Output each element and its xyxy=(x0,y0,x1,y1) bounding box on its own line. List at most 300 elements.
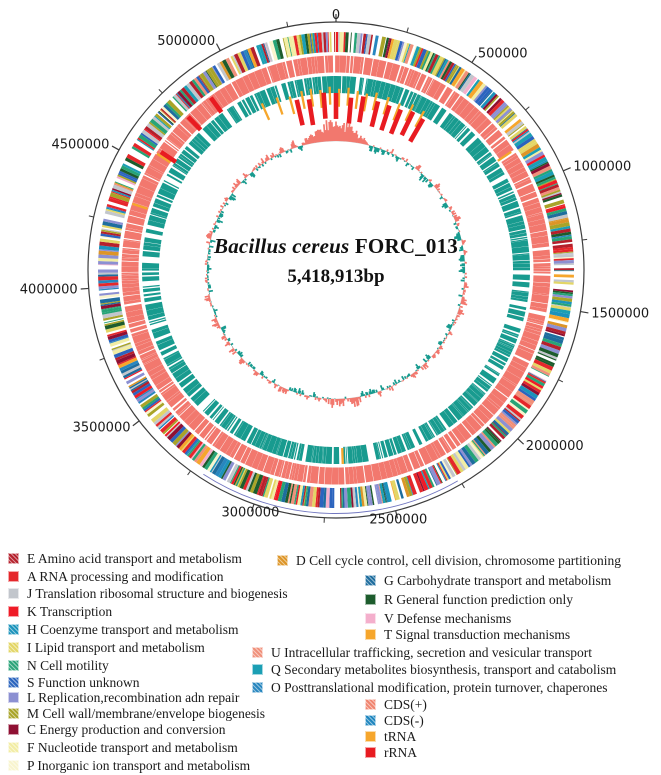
cog-segment xyxy=(541,367,542,370)
cog-segment xyxy=(287,493,290,494)
gc-bar xyxy=(458,295,462,296)
cog-segment xyxy=(167,424,169,427)
cog-segment xyxy=(202,84,204,85)
cog-segment xyxy=(205,457,208,459)
legend-item xyxy=(252,645,592,660)
legend-label: H Coenzyme transport and metabolism xyxy=(27,621,239,637)
cog-segment xyxy=(222,71,225,72)
cds-forward-segment xyxy=(186,125,190,129)
cog-segment xyxy=(483,443,485,445)
cog-segment xyxy=(188,444,190,446)
cds-reverse-segment xyxy=(255,437,258,438)
legend-label: S Function unknown xyxy=(27,674,140,690)
cog-segment xyxy=(173,109,175,111)
cog-segment xyxy=(124,355,125,357)
cds-forward-segment xyxy=(391,467,396,468)
cds-reverse-segment xyxy=(486,374,489,379)
legend-item xyxy=(8,706,265,721)
cds-reverse-segment xyxy=(152,297,153,301)
cds-reverse-segment xyxy=(233,113,237,115)
cds-reverse-segment xyxy=(182,163,184,167)
gc-bar xyxy=(426,180,429,182)
gc-bar xyxy=(393,382,394,385)
cog-segment xyxy=(153,132,155,134)
gc-bar xyxy=(235,349,237,350)
cds-reverse-segment xyxy=(307,453,312,454)
cds-reverse-segment xyxy=(517,306,518,309)
cds-reverse-segment xyxy=(165,342,167,347)
tick-label: 500000 xyxy=(477,46,528,62)
cog-segment xyxy=(546,180,547,182)
cog-segment xyxy=(119,340,120,343)
cds-reverse-segment xyxy=(200,142,202,144)
cog-segment xyxy=(251,482,253,483)
cds-forward-segment xyxy=(467,426,471,429)
gc-bar xyxy=(440,197,443,199)
cds-reverse-segment xyxy=(405,442,407,443)
gc-bar xyxy=(271,158,272,159)
cds-forward-segment xyxy=(407,77,409,78)
cog-segment xyxy=(538,165,539,166)
legend-label: N Cell motility xyxy=(27,657,109,673)
cog-segment xyxy=(510,415,512,417)
cds-reverse-segment xyxy=(445,120,448,123)
gc-bar xyxy=(269,380,270,381)
cds-reverse-segment xyxy=(515,223,516,226)
cds-forward-segment xyxy=(537,225,538,231)
cds-reverse-segment xyxy=(434,426,437,428)
legend-label: U Intracellular trafficking, secretion and vesicular transport xyxy=(271,644,592,660)
cds-reverse-segment xyxy=(483,157,485,159)
cog-segment xyxy=(404,53,406,54)
cog-segment xyxy=(249,481,251,482)
minor-tick xyxy=(525,107,529,110)
cds-reverse-segment xyxy=(449,415,452,418)
gc-bar xyxy=(213,230,215,231)
cds-reverse-segment xyxy=(186,379,189,383)
gc-bar xyxy=(291,149,292,152)
gc-bar xyxy=(209,246,213,247)
cds-forward-segment xyxy=(207,109,208,110)
cds-reverse-segment xyxy=(259,100,262,101)
major-tick xyxy=(518,439,524,444)
cds-forward-segment xyxy=(453,438,456,440)
cog-segment xyxy=(499,111,501,113)
cog-segment xyxy=(118,201,119,204)
cog-segment xyxy=(558,217,559,220)
tick-label: 4000000 xyxy=(19,282,78,298)
cds-forward-segment xyxy=(525,348,526,351)
cog-segment xyxy=(259,54,261,55)
gc-bar xyxy=(275,384,276,386)
gc-bar xyxy=(407,376,408,377)
cog-segment xyxy=(433,475,436,477)
cog-segment xyxy=(267,487,271,488)
cds-forward-segment xyxy=(364,66,371,67)
legend-swatch xyxy=(8,660,19,671)
cds-forward-segment xyxy=(391,72,398,74)
legend-swatch xyxy=(8,642,19,653)
gc-bar xyxy=(276,154,277,155)
cog-segment xyxy=(143,391,145,393)
cog-segment xyxy=(234,474,235,475)
cog-segment xyxy=(195,449,197,451)
gc-bar xyxy=(396,384,397,385)
cds-forward-segment xyxy=(255,459,260,461)
cog-segment xyxy=(506,118,508,120)
cds-forward-segment xyxy=(481,124,485,128)
cds-reverse-segment xyxy=(504,346,505,349)
cds-reverse-segment xyxy=(495,363,497,366)
cds-reverse-segment xyxy=(403,97,407,98)
cog-segment xyxy=(163,419,165,421)
cds-forward-segment xyxy=(519,360,521,364)
cog-segment xyxy=(155,409,157,411)
cds-reverse-segment xyxy=(471,396,472,397)
cog-segment xyxy=(503,422,505,425)
cds-reverse-segment xyxy=(389,92,394,93)
cds-forward-segment xyxy=(456,102,459,104)
cds-forward-segment xyxy=(528,195,530,200)
cog-segment xyxy=(452,464,455,466)
gc-bar xyxy=(452,320,454,321)
cog-segment xyxy=(463,81,464,82)
cog-segment xyxy=(179,436,182,439)
cds-forward-segment xyxy=(464,109,469,113)
cds-reverse-segment xyxy=(502,351,503,353)
cds-forward-segment xyxy=(311,474,318,475)
cds-reverse-segment xyxy=(466,401,467,402)
gc-bar xyxy=(248,365,249,366)
cds-forward-segment xyxy=(443,94,448,97)
cds-reverse-segment xyxy=(266,442,270,443)
tick-label: 3000000 xyxy=(221,505,280,521)
cog-segment xyxy=(548,351,549,354)
legend-swatch xyxy=(8,742,19,753)
cds-forward-segment xyxy=(169,390,173,395)
cds-reverse-segment xyxy=(223,120,227,123)
cds-forward-segment xyxy=(532,330,533,333)
cog-segment xyxy=(520,135,521,136)
cds-forward-segment xyxy=(431,87,437,90)
legend-swatch xyxy=(365,629,376,640)
cds-reverse-segment xyxy=(516,226,517,230)
gc-bar xyxy=(313,392,314,397)
legend-item xyxy=(365,745,417,760)
cog-segment xyxy=(514,410,516,413)
cds-forward-segment xyxy=(133,305,134,310)
cog-segment xyxy=(200,86,202,88)
cog-segment xyxy=(237,64,238,65)
cds-reverse-segment xyxy=(472,393,475,396)
cds-reverse-segment xyxy=(280,447,285,449)
cds-reverse-segment xyxy=(491,168,493,171)
cds-reverse-segment xyxy=(283,91,287,92)
cds-forward-segment xyxy=(186,411,190,416)
cds-reverse-segment xyxy=(232,424,233,425)
cog-segment xyxy=(448,467,451,469)
cds-forward-segment xyxy=(149,356,150,357)
tick-label: 1000000 xyxy=(573,159,632,175)
cds-reverse-segment xyxy=(168,349,170,352)
cog-segment xyxy=(122,188,123,191)
cog-segment xyxy=(465,82,468,84)
cds-forward-segment xyxy=(278,71,284,73)
cds-forward-segment xyxy=(378,68,385,70)
cds-forward-segment xyxy=(429,86,430,87)
cds-forward-segment xyxy=(152,176,153,178)
cds-reverse-segment xyxy=(514,218,516,223)
cog-segment xyxy=(535,379,536,381)
cog-segment xyxy=(227,470,230,472)
cog-segment xyxy=(195,89,197,91)
cds-reverse-segment xyxy=(157,217,158,222)
cog-segment xyxy=(183,439,185,441)
cog-segment xyxy=(268,52,270,53)
cog-segment xyxy=(533,384,534,386)
major-tick xyxy=(133,421,139,426)
cog-segment xyxy=(144,393,145,394)
cds-forward-segment xyxy=(511,162,514,166)
cog-segment xyxy=(386,492,390,493)
cds-reverse-segment xyxy=(215,411,217,413)
cds-forward-segment xyxy=(372,67,377,68)
major-tick xyxy=(81,288,89,289)
cog-segment xyxy=(493,105,495,107)
major-tick xyxy=(112,146,119,150)
cog-segment xyxy=(226,470,227,471)
cds-forward-segment xyxy=(230,446,234,448)
cds-forward-segment xyxy=(143,341,144,344)
cds-forward-segment xyxy=(498,393,501,398)
cog-segment xyxy=(127,361,128,364)
cds-forward-segment xyxy=(425,84,427,85)
cog-segment xyxy=(177,433,179,435)
cds-forward-segment xyxy=(217,438,219,439)
cds-forward-segment xyxy=(380,470,385,471)
cds-forward-segment xyxy=(527,343,529,348)
cds-reverse-segment xyxy=(362,453,368,454)
cog-segment xyxy=(116,207,117,209)
cds-reverse-segment xyxy=(249,104,253,106)
gc-bar xyxy=(265,162,266,163)
cog-segment xyxy=(283,492,287,493)
cds-reverse-segment xyxy=(292,89,295,90)
cds-reverse-segment xyxy=(482,382,484,385)
cds-forward-segment xyxy=(163,381,166,385)
cog-segment xyxy=(139,385,140,386)
cog-segment xyxy=(238,63,241,65)
cds-reverse-segment xyxy=(438,115,442,118)
gc-bar xyxy=(272,381,273,382)
legend-item xyxy=(8,604,112,619)
cds-reverse-segment xyxy=(269,443,274,445)
cds-reverse-segment xyxy=(432,428,433,429)
gc-bar xyxy=(304,143,305,145)
cog-segment xyxy=(478,448,479,449)
cog-segment xyxy=(450,72,451,73)
cog-segment xyxy=(182,438,183,439)
cds-forward-segment xyxy=(489,133,491,135)
gc-bar xyxy=(218,218,220,219)
cog-segment xyxy=(133,374,134,375)
cog-segment xyxy=(115,327,116,330)
trna-mark xyxy=(290,97,295,114)
cds-forward-segment xyxy=(486,129,489,132)
gc-bar xyxy=(446,338,447,339)
rrna-mark xyxy=(324,93,326,119)
cds-reverse-segment xyxy=(188,155,190,158)
gc-bar xyxy=(457,223,460,224)
cog-segment xyxy=(191,446,192,447)
cds-reverse-segment xyxy=(210,406,214,409)
trna-mark xyxy=(342,448,343,464)
cog-segment xyxy=(140,151,141,153)
cds-forward-segment xyxy=(210,433,211,434)
legend-item xyxy=(365,697,427,712)
cog-segment xyxy=(138,384,139,385)
cog-segment xyxy=(557,213,558,216)
cds-reverse-segment xyxy=(448,122,450,123)
cds-reverse-segment xyxy=(197,393,200,396)
cds-forward-segment xyxy=(208,107,211,109)
gc-bar xyxy=(458,313,461,314)
cds-forward-segment xyxy=(534,324,535,327)
legend-label: E Amino acid transport and metabolism xyxy=(27,550,242,566)
gc-bar xyxy=(461,303,467,305)
cog-segment xyxy=(446,469,448,470)
cds-reverse-segment xyxy=(423,106,427,108)
cog-segment xyxy=(279,49,282,50)
cog-segment xyxy=(165,118,166,119)
cds-forward-segment xyxy=(484,410,488,414)
cog-segment xyxy=(523,399,524,400)
cds-forward-segment xyxy=(522,181,523,183)
cds-reverse-segment xyxy=(398,95,401,96)
legend-item xyxy=(8,551,242,566)
cds-forward-segment xyxy=(157,372,159,375)
cog-segment xyxy=(416,57,418,58)
cog-segment xyxy=(474,89,477,91)
cds-reverse-segment xyxy=(375,89,380,90)
cog-segment xyxy=(559,221,560,224)
cog-segment xyxy=(131,369,132,371)
cog-segment xyxy=(507,120,508,121)
cds-reverse-segment xyxy=(186,159,187,161)
cog-segment xyxy=(134,162,135,165)
cog-segment xyxy=(171,111,173,113)
cds-forward-segment xyxy=(229,91,235,94)
organism-name: Bacillus cereus xyxy=(214,234,350,258)
gc-bar xyxy=(449,330,450,331)
gc-bar xyxy=(412,167,414,170)
cds-reverse-segment xyxy=(220,123,224,126)
cds-forward-segment xyxy=(357,474,364,475)
cog-segment xyxy=(517,132,519,134)
cds-forward-segment xyxy=(437,91,441,94)
cog-segment xyxy=(241,61,244,62)
cds-forward-segment xyxy=(535,319,536,321)
cog-segment xyxy=(215,463,216,464)
cog-segment xyxy=(402,52,405,53)
cds-forward-segment xyxy=(437,447,442,450)
legend-swatch xyxy=(365,715,376,726)
cds-forward-segment xyxy=(271,72,278,74)
cog-segment xyxy=(185,441,187,443)
gc-bar xyxy=(264,376,265,377)
cds-forward-segment xyxy=(429,451,435,454)
cds-reverse-segment xyxy=(507,197,508,200)
cds-forward-segment xyxy=(399,464,405,466)
cds-forward-segment xyxy=(134,225,135,229)
cds-forward-segment xyxy=(219,97,224,100)
gc-bar xyxy=(403,380,404,381)
cds-forward-segment xyxy=(239,85,246,88)
cog-segment xyxy=(502,425,503,427)
gc-bar xyxy=(255,371,256,372)
legend-item xyxy=(365,611,511,626)
cog-segment xyxy=(174,107,177,110)
cog-segment xyxy=(137,381,138,382)
cds-reverse-segment xyxy=(414,102,417,104)
cog-segment xyxy=(113,221,114,223)
gc-bar xyxy=(452,323,453,324)
cds-reverse-segment xyxy=(168,186,171,191)
cds-forward-segment xyxy=(541,287,542,294)
legend-swatch xyxy=(277,555,288,566)
cog-segment xyxy=(524,142,526,145)
cds-forward-segment xyxy=(539,232,540,236)
cog-segment xyxy=(552,197,553,199)
legend-swatch xyxy=(252,664,263,675)
cog-segment xyxy=(117,334,118,337)
cds-forward-segment xyxy=(525,187,528,194)
cds-reverse-segment xyxy=(154,303,155,308)
cds-reverse-segment xyxy=(485,159,486,160)
gc-bar xyxy=(226,198,228,199)
cog-segment xyxy=(399,489,401,490)
cog-segment xyxy=(277,490,280,491)
cog-segment xyxy=(522,139,524,142)
cds-reverse-segment xyxy=(269,96,273,97)
gc-bar xyxy=(218,211,220,212)
legend-item xyxy=(8,740,238,755)
cog-segment xyxy=(447,71,449,72)
cds-forward-segment xyxy=(435,450,437,451)
cds-reverse-segment xyxy=(180,167,181,169)
cds-forward-segment xyxy=(288,68,293,69)
cds-forward-segment xyxy=(354,65,361,66)
cds-forward-segment xyxy=(535,216,536,220)
cog-segment xyxy=(480,445,483,447)
gc-bar xyxy=(421,172,422,173)
cog-segment xyxy=(445,70,447,71)
cds-forward-segment xyxy=(260,462,265,464)
gc-bar xyxy=(266,377,267,379)
gc-bar xyxy=(396,155,397,156)
gc-bar xyxy=(411,375,412,377)
cds-forward-segment xyxy=(283,469,286,470)
cog-segment xyxy=(458,461,460,462)
cds-forward-segment xyxy=(264,75,269,77)
cog-segment xyxy=(528,147,529,149)
cds-forward-segment xyxy=(470,113,474,117)
cds-forward-segment xyxy=(461,430,466,434)
legend-item xyxy=(8,586,288,601)
cds-reverse-segment xyxy=(174,178,175,180)
cog-segment xyxy=(230,67,233,69)
cog-segment xyxy=(262,54,265,55)
